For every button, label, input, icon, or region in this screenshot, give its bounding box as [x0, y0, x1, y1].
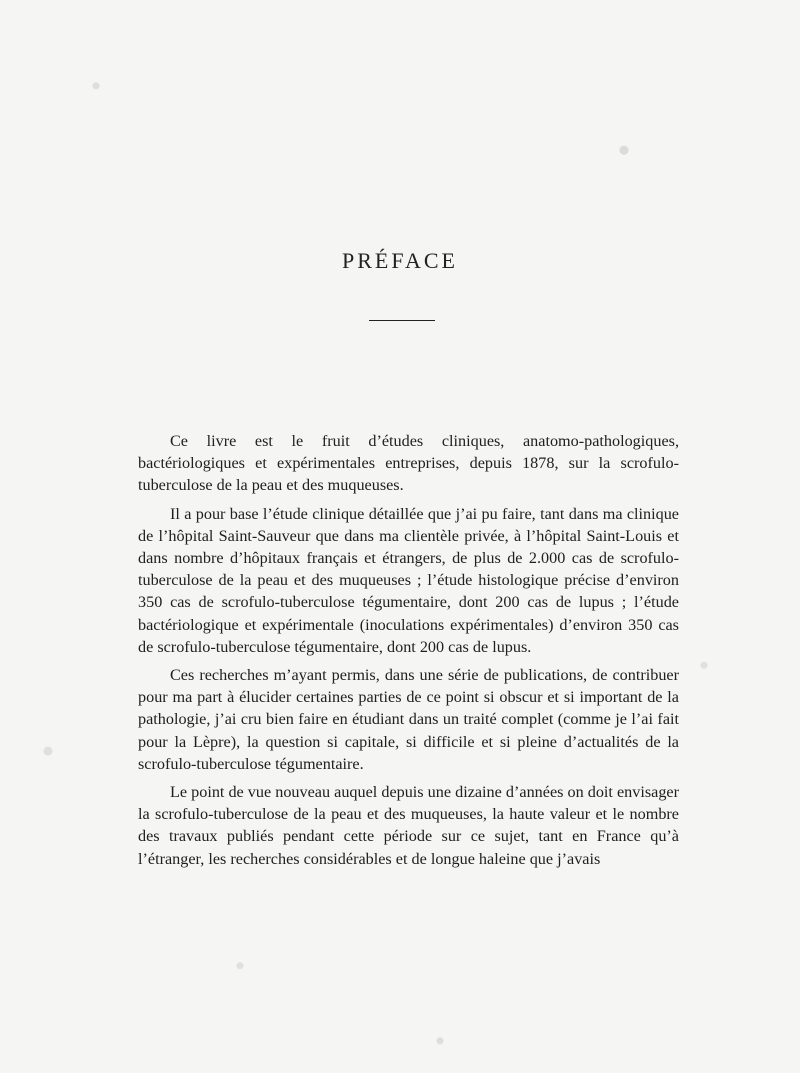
title-rule: [369, 320, 435, 321]
body-text: [138, 430, 679, 876]
paragraph: Il a pour base l’étude clinique détaillée que j’ai pu faire, tant dans ma clinique de l’hôpital Saint-Sauveur que dans ma clientèle privée, à l’hôpital Saint-Louis et dans nombre d’hôpitaux français et étrangers, de plus de 2.000 cas de scrofulo-tuberculose de la peau et des muqueuses ; l’étude histologique précise d’environ 350 cas de scrofulo-tuberculose tégumentaire, dont 200 cas de lupus ; l’étude bactériologique et expérimentale (inoculations expérimentales) d’environ 350 cas de scrofulo-tuberculose tégumentaire, dont 200 cas de lupus.: [138, 504, 679, 656]
paragraph: Ces recherches m’ayant permis, dans une série de publications, de contribuer pour ma part à élucider certaines parties de ce point si obscur et si important de la pathologie, j’ai cru bien faire en étudiant dans un traité complet (comme je l’ai fait pour la Lèpre), la question si capitale, si difficile et si pleine d’actualités de la scrofulo-tuberculose tégumentaire.: [138, 666, 679, 773]
paragraph: Ce livre est le fruit d’études cliniques, anatomo-pathologiques, bactériologiques et expérimentales entreprises, depuis 1878, sur la scrofulo-tuberculose de la peau et des muqueuses.: [138, 432, 679, 495]
paragraph: Le point de vue nouveau auquel depuis une dizaine d’années on doit envisager la scrofulo-tuberculose de la peau et des muqueuses, la haute valeur et le nombre des travaux publiés pendant cette période sur ce sujet, tant en France qu’à l’étranger, les recherches considérables et de longue haleine que j’avais: [138, 783, 679, 868]
page-title: PRÉFACE: [342, 248, 458, 273]
